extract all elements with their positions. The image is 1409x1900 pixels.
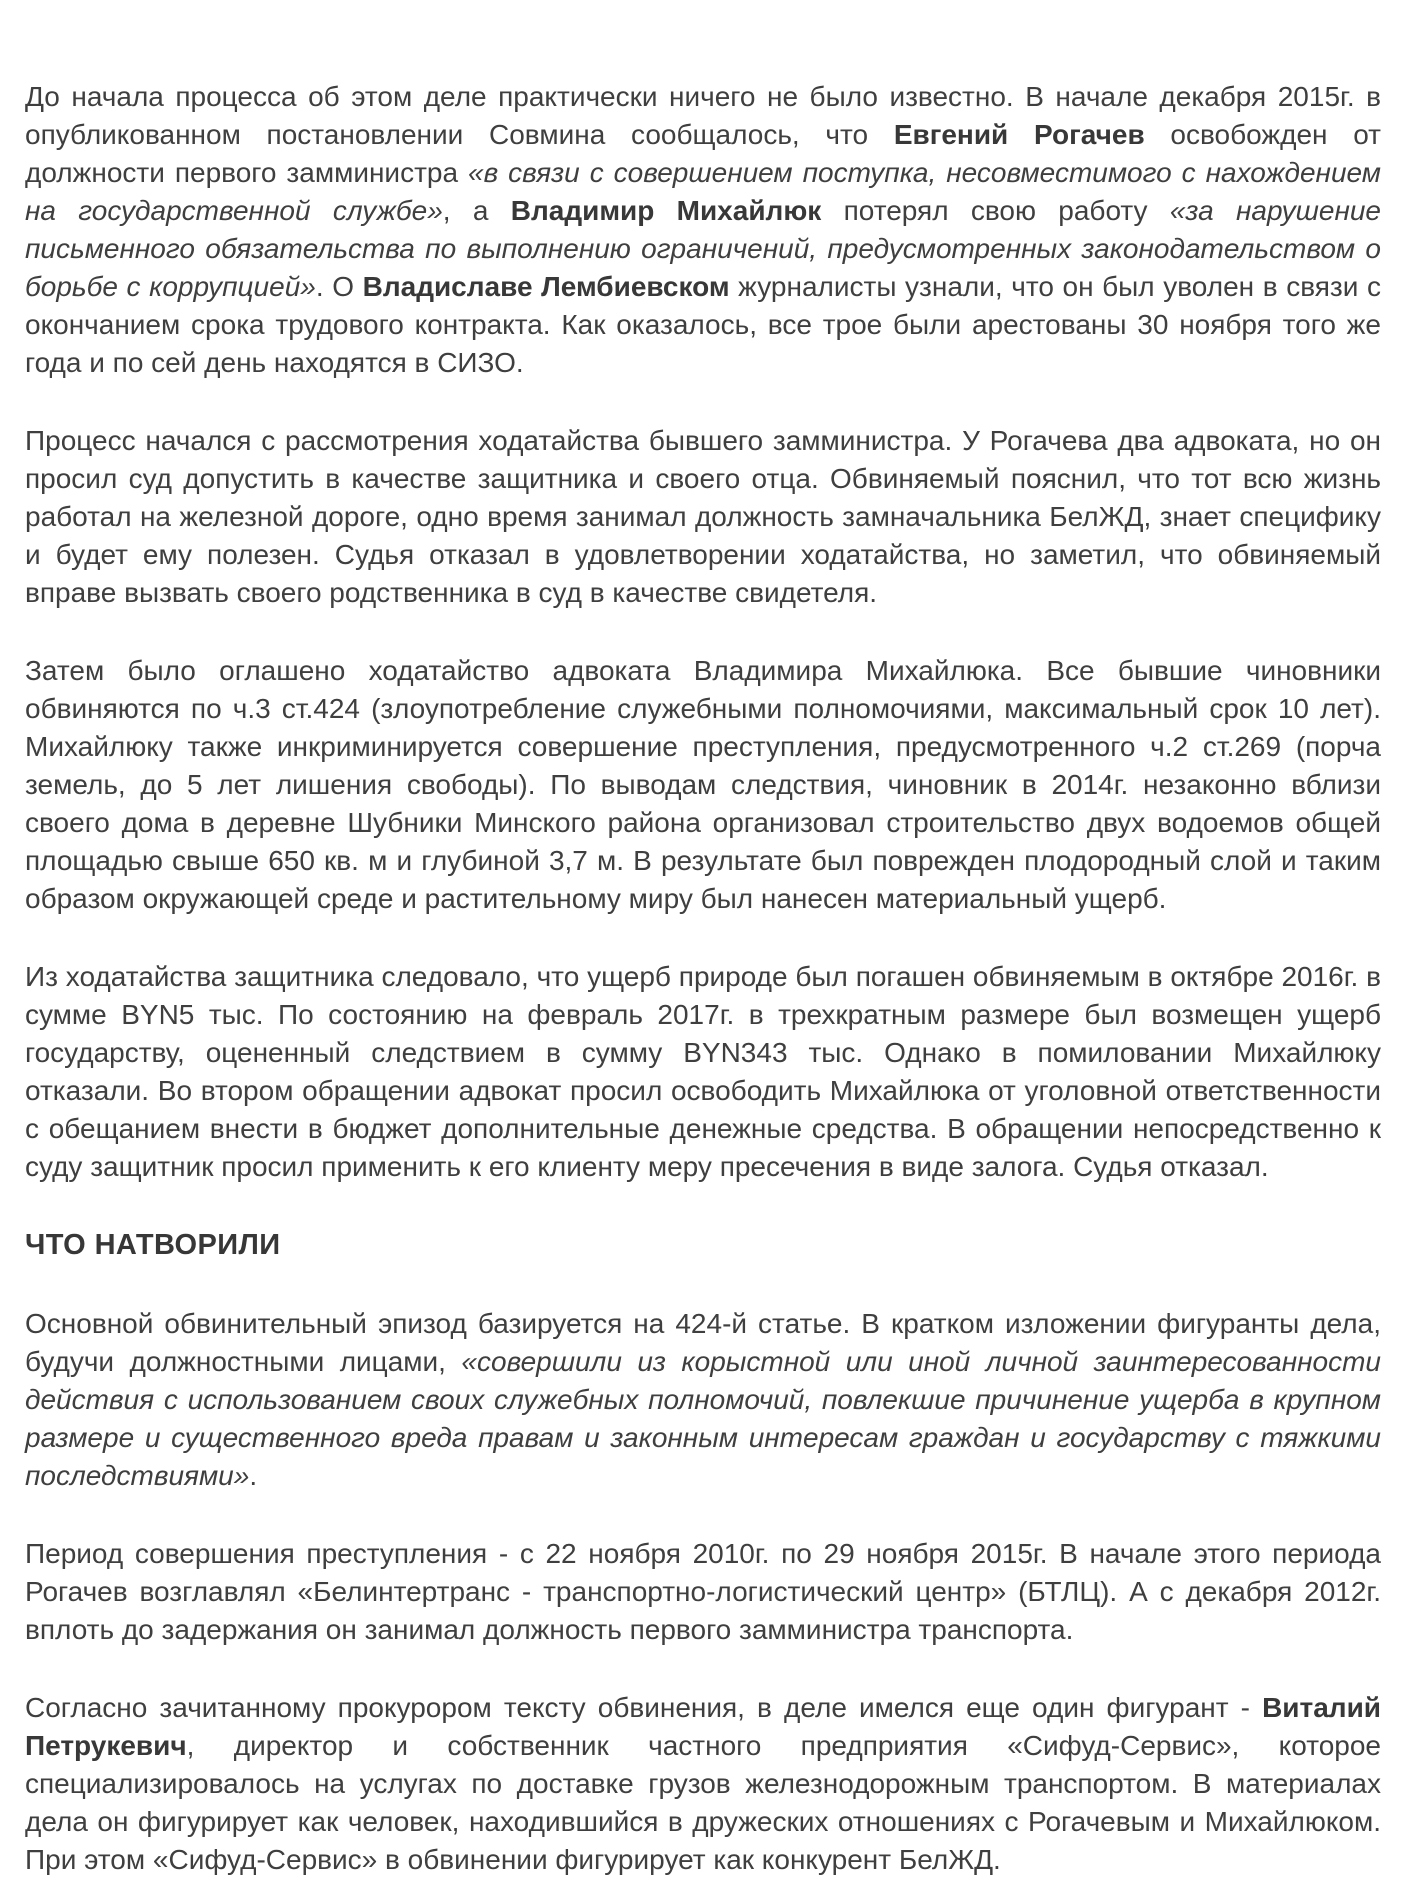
emphasized-name: Владиславе Лембиевском <box>362 271 730 302</box>
paragraph-charges <box>25 652 1381 918</box>
quoted-text: «в связи с совершением поступка, несовместимого с нахождением на государственной службе» <box>25 157 1381 226</box>
body-text-run: Процесс начался с рассмотрения ходатайства бывшего замминистра. У Рогачева два адвоката, но он просил суд допустить в качестве защитника и своего отца. Обвиняемый пояснил, что тот всю жизнь работал на железной дороге, одно время занимал должность замначальника БелЖД, знает специфику и будет ему полезен. Судья отказал в удовлетворении ходатайства, но заметил, что обвиняемый вправе вызвать своего родственника в суд в качестве свидетеля. <box>25 425 1381 608</box>
paragraph-case-background <box>25 78 1381 382</box>
paragraph-process-start <box>25 422 1381 612</box>
body-text-run: Согласно зачитанному прокурором тексту обвинения, в деле имелся еще один фигурант - <box>25 1692 1263 1723</box>
body-text-run: , директор и собственник частного предприятия «Сифуд-Сервис», которое специализировалось на услугах по доставке грузов железнодорожным транспортом. В материалах дела он фигурирует как человек, находившийся в дружеских отношениях с Рогачевым и Михайлюком. При этом «Сифуд-Сервис» в обвинении фигурирует как конкурент БелЖД. <box>25 1730 1381 1875</box>
paragraph-main-episode <box>25 1305 1381 1495</box>
section-heading-what-they-did: ЧТО НАТВОРИЛИ <box>25 1229 281 1261</box>
body-text-run: , а <box>442 195 511 226</box>
paragraph-crime-period <box>25 1535 1381 1649</box>
emphasized-name: Виталий Петрукевич <box>25 1692 1381 1761</box>
body-text-run: Затем было оглашено ходатайство адвоката Владимира Михайлюка. Все бывшие чиновники обвиняются по ч.3 ст.424 (злоупотребление служебными полномочиями, максимальный срок 10 лет). Михайлюку также инкриминируется совершение преступления, предусмотренного ч.2 ст.269 (порча земель, до 5 лет лишения свободы). По выводам следствия, чиновник в 2014г. незаконно вблизи своего дома в деревне Шубники Минского района организовал строительство двух водоемов общей площадью свыше 650 кв. м и глубиной 3,7 м. В результате был поврежден плодородный слой и таким образом окружающей среде и растительному миру был нанесен материальный ущерб. <box>25 655 1381 914</box>
body-text-run: журналисты узнали, что он был уволен в связи с окончанием срока трудового контракта. Как оказалось, все трое были арестованы 30 ноября того же года и по сей день находятся в СИЗО. <box>25 271 1381 378</box>
body-text-run: . О <box>315 271 363 302</box>
emphasized-name: Евгений Рогачев <box>893 119 1145 150</box>
body-text-run: До начала процесса об этом деле практически ничего не было известно. В начале декабря 2015г. в опубликованном постановлении Совмина сообщалось, что <box>25 81 1381 150</box>
body-text-run: . <box>249 1460 258 1491</box>
body-text-run: Период совершения преступления - с 22 ноября 2010г. по 29 ноября 2015г. В начале этого периода Рогачев возглавлял «Белинтертранс - транспортно-логистический центр» (БТЛЦ). А с декабря 2012г. вплоть до задержания он занимал должность первого замминистра транспорта. <box>25 1538 1381 1645</box>
emphasized-name: Владимир Михайлюк <box>510 195 822 226</box>
body-text-run: Из ходатайства защитника следовало, что ущерб природе был погашен обвиняемым в октябре 2016г. в сумме BYN5 тыс. По состоянию на февраль 2017г. в трехкратным размере был возмещен ущерб государству, оцененный следствием в сумму BYN343 тыс. Однако в помиловании Михайлюку отказали. Во втором обращении адвокат просил освободить Михайлюка от уголовной ответственности с обещанием внести в бюджет дополнительные денежные средства. В обращении непосредственно к суду защитник просил применить к его клиенту меру пресечения в виде залога. Судья отказал. <box>25 961 1381 1182</box>
body-text-run: Основной обвинительный эпизод базируется на 424-й статье. В кратком изложении фигуранты дела, будучи должностными лицами, <box>25 1308 1381 1377</box>
quoted-text: «совершили из корыстной или иной личной заинтересованности действия с использованием своих служебных полномочий, повлекшие причинение ущерба в крупном размере и существенного вреда правам и законным интересам граждан и государству с тяжкими последствиями» <box>25 1346 1381 1491</box>
quoted-text: «за нарушение письменного обязательства по выполнению ограничений, предусмотренных законодательством о борьбе с коррупцией» <box>25 195 1381 302</box>
body-text-run: освобожден от должности первого замминистра <box>25 119 1381 188</box>
body-text-run: потерял свою работу <box>821 195 1170 226</box>
paragraph-damages-compensation <box>25 958 1381 1186</box>
paragraph-petrukevich <box>25 1689 1381 1879</box>
